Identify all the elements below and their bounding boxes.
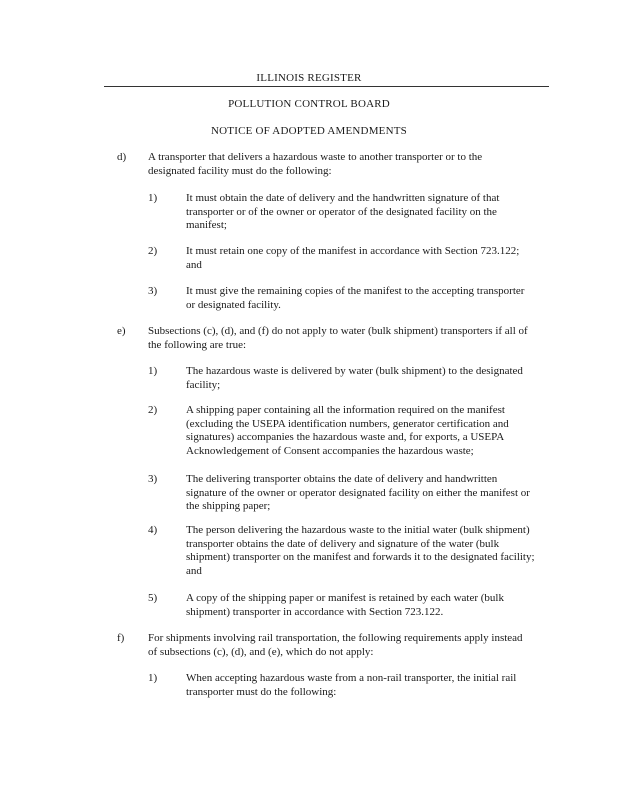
section-e-item-2-text: A shipping paper containing all the information required on the manifest (excluding the USEPA identification numbers, generator certification and signatures) accompanies the hazardous waste and, for exports, a USEPA Acknowledgement of Consent accompanies the hazardous waste; bbox=[186, 404, 509, 457]
section-d-item-1-label: 1) bbox=[148, 192, 158, 204]
section-e-item-3-text: The delivering transporter obtains the date of delivery and handwritten signature of the owner or operator designated facility on either the manifest or the shipping paper; bbox=[186, 473, 530, 512]
board-title: POLLUTION CONTROL BOARD bbox=[228, 98, 390, 110]
notice-title: NOTICE OF ADOPTED AMENDMENTS bbox=[211, 125, 407, 137]
section-e-item-3-label: 3) bbox=[148, 473, 158, 485]
section-e-item-5-text: A copy of the shipping paper or manifest is retained by each water (bulk shipment) transporter in accordance with Section 723.122. bbox=[186, 592, 504, 618]
section-d-item-2-text: It must retain one copy of the manifest in accordance with Section 723.122; and bbox=[186, 245, 520, 271]
section-e-item-1-text: The hazardous waste is delivered by water (bulk shipment) to the designated facility; bbox=[186, 365, 523, 391]
section-d-item-2-label: 2) bbox=[148, 245, 158, 257]
section-e-item-4-label: 4) bbox=[148, 524, 158, 536]
section-f-text: For shipments involving rail transportation, the following requirements apply instead of subsections (c), (d), and (e), which do not apply: bbox=[148, 632, 523, 658]
section-d-item-3-label: 3) bbox=[148, 285, 158, 297]
register-title: ILLINOIS REGISTER bbox=[256, 72, 362, 84]
header-rule bbox=[104, 86, 549, 87]
section-d-item-3-text: It must give the remaining copies of the manifest to the accepting transporter or designated facility. bbox=[186, 285, 525, 311]
section-d-label: d) bbox=[117, 151, 127, 163]
section-f-item-1-text: When accepting hazardous waste from a non-rail transporter, the initial rail transporter must do the following: bbox=[186, 672, 517, 698]
section-d-item-1-text: It must obtain the date of delivery and the handwritten signature of that transporter or of the owner or operator of the designated facility on the manifest; bbox=[186, 192, 500, 231]
section-e-item-4-text: The person delivering the hazardous waste to the initial water (bulk shipment) transporter obtains the date of delivery and signature of the water (bulk shipment) transporter on the manifest and forwards it to the designated facility; and bbox=[186, 524, 535, 577]
section-e-text: Subsections (c), (d), and (f) do not apply to water (bulk shipment) transporters if all of the following are true: bbox=[148, 325, 528, 351]
section-f-item-1-label: 1) bbox=[148, 672, 158, 684]
section-e-label: e) bbox=[117, 325, 126, 337]
section-e-item-5-label: 5) bbox=[148, 592, 158, 604]
section-e-item-1-label: 1) bbox=[148, 365, 158, 377]
section-f-label: f) bbox=[117, 632, 125, 644]
section-e-item-2-label: 2) bbox=[148, 404, 158, 416]
section-d-text: A transporter that delivers a hazardous waste to another transporter or to the designated facility must do the following: bbox=[148, 151, 483, 177]
